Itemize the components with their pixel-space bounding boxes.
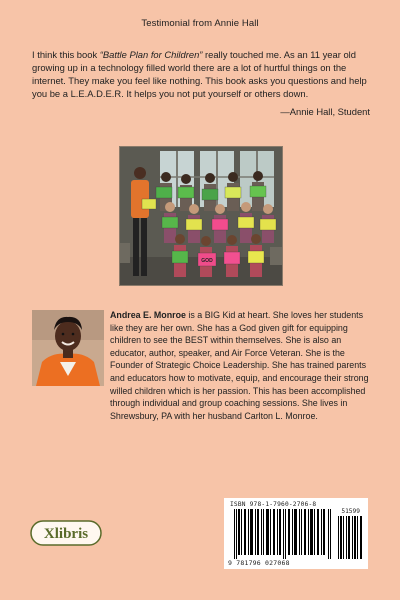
sign-label: GOD bbox=[201, 258, 213, 264]
testimonial-signature: —Annie Hall, Student bbox=[280, 106, 370, 117]
author-bio bbox=[110, 309, 372, 422]
xlibris-logo-icon bbox=[30, 520, 102, 546]
book-title: “Battle Plan for Children” bbox=[99, 49, 203, 60]
group-photo bbox=[119, 146, 283, 286]
publisher-logo bbox=[30, 520, 102, 546]
isbn-barcode bbox=[224, 498, 368, 569]
testimonial-heading: Testimonial from Annie Hall bbox=[141, 18, 259, 29]
barcode-digits: 9 781796 027068 bbox=[228, 559, 290, 567]
testimonial-text bbox=[32, 48, 377, 100]
author-photo bbox=[32, 310, 104, 386]
author-name: Andrea E. Monroe bbox=[110, 310, 186, 320]
group-photo-image bbox=[120, 147, 282, 285]
svg-text:Xlibris: Xlibris bbox=[43, 526, 89, 542]
testimonial-body: really touched me. As an 11 year old growing up in a technology filled world there are a lot of hurtful things on the internet. They make you feel like nothing. This book asks you questions and help you be a L.E.A.D.E.R. It helps you not put yourself or others down. bbox=[32, 49, 367, 99]
testimonial-prefix: I think this book bbox=[32, 49, 100, 60]
price-code: 51599 bbox=[341, 508, 360, 515]
author-bio-text: is a BIG Kid at heart. She loves her students like they are her own. She has a God given gift for equipping children to see the BEST within themselves. She is also an educator, author, speaker, and Air Force Veteran. She is the Founder of Strategic Choice Leadership. She has trained parents and educators how to motivate, equip, and encourage their strong willed children which is her passion. This has been accomplished through individual and group coaching sessions. She lives in Shrewsbury, PA with her husband Carlton L. Monroe. bbox=[110, 310, 369, 421]
author-portrait-image bbox=[32, 310, 104, 386]
isbn-label: ISBN 978-1-7960-2706-8 bbox=[230, 501, 317, 508]
